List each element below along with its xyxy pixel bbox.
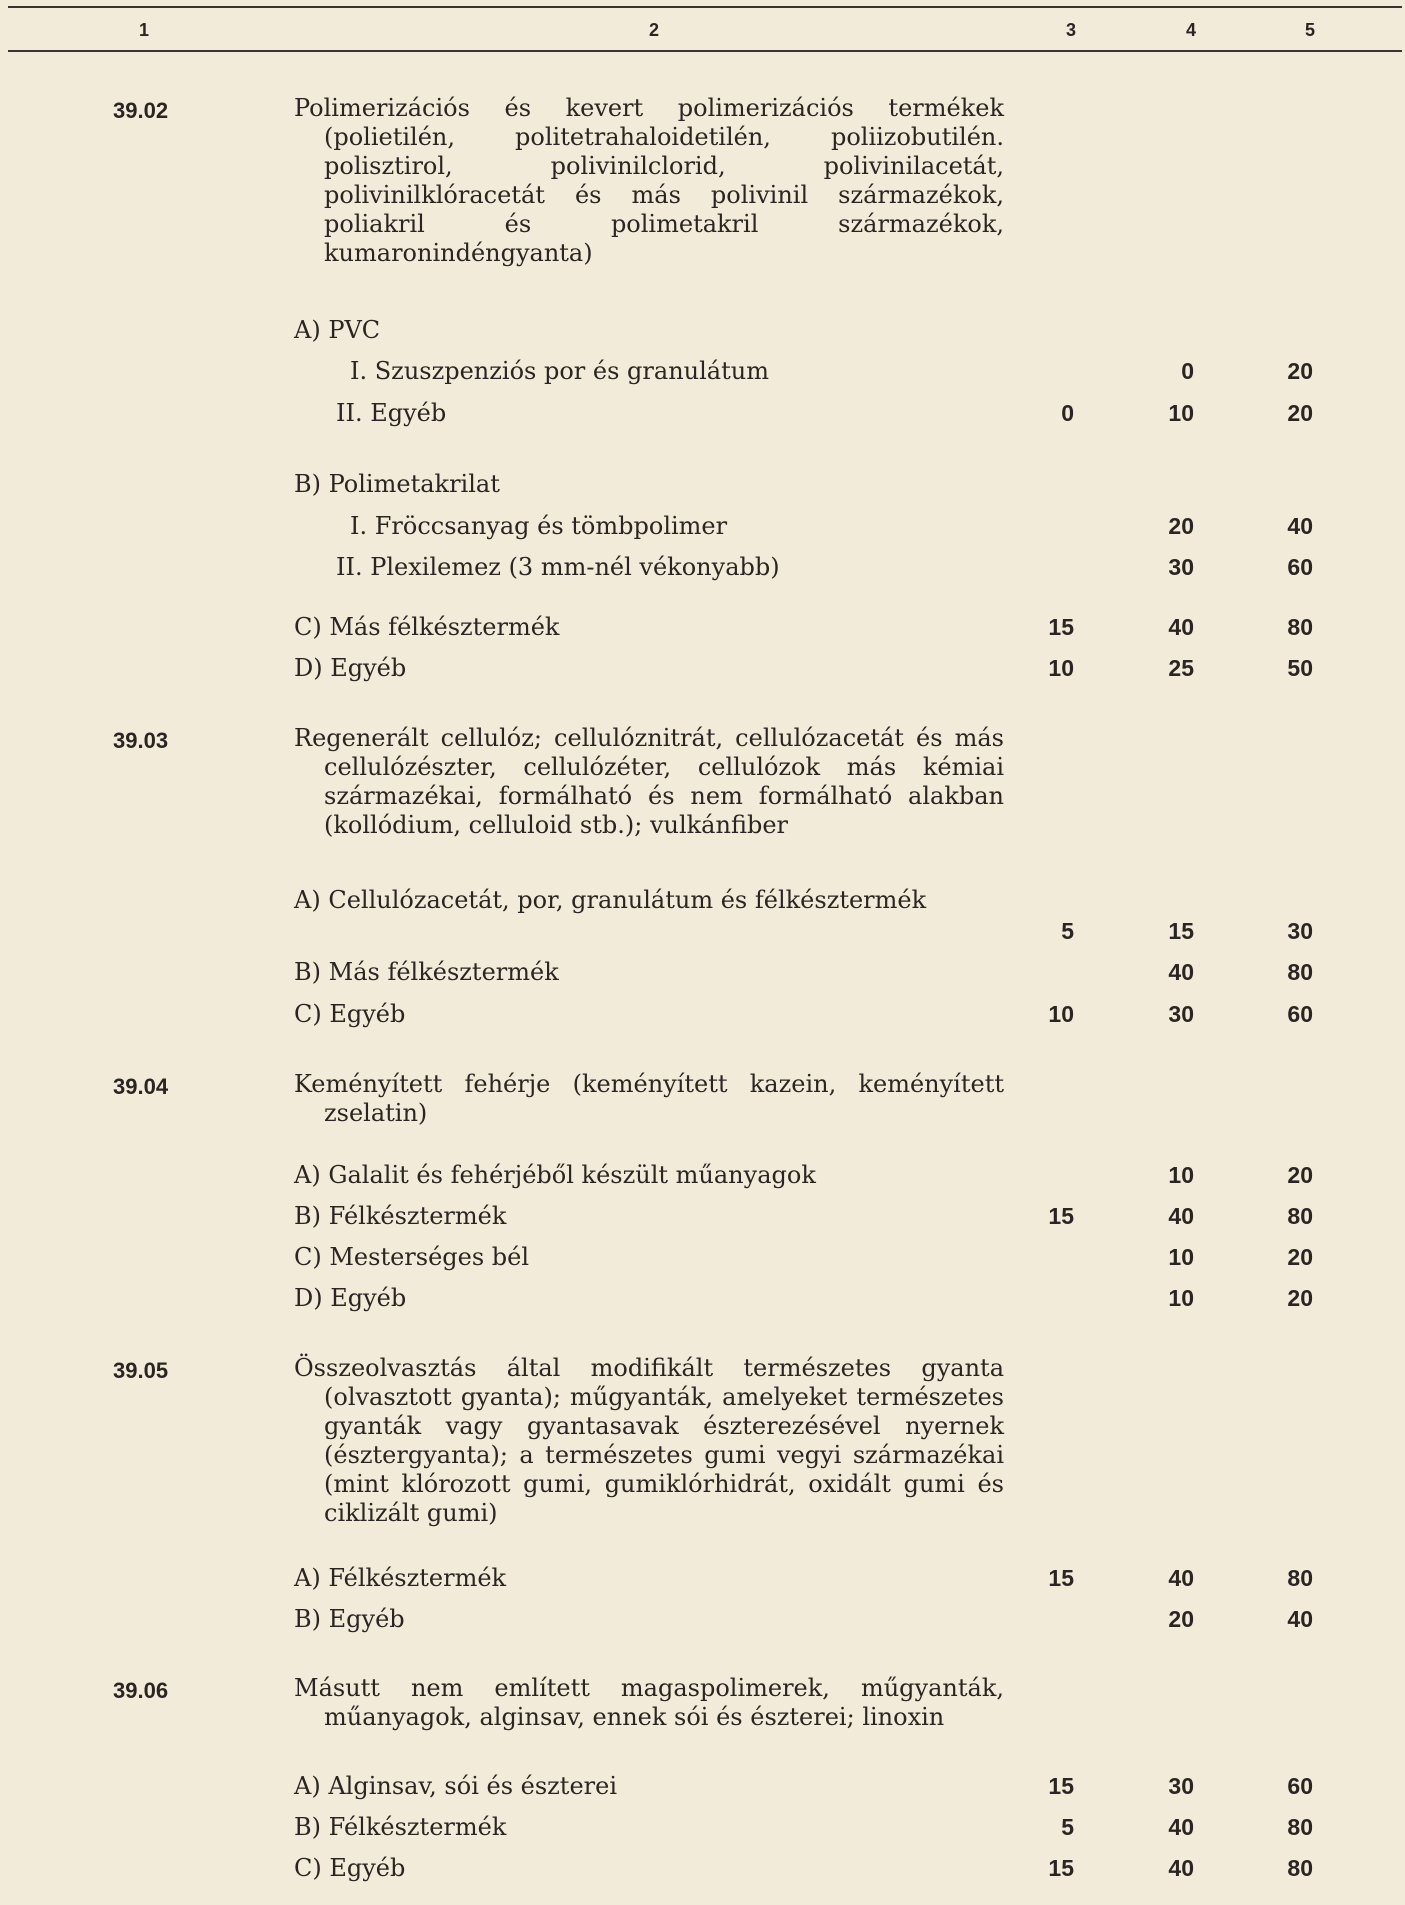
column-header-2: 2 [648,20,659,40]
tariff-code: 39.02 [113,98,169,123]
rate-col5: 80 [1287,1203,1313,1229]
item-label: D) Egyéb [294,654,407,682]
column-header-4: 4 [1185,20,1196,40]
rate-col4: 15 [1168,918,1194,944]
rate-col3: 15 [1048,1855,1074,1881]
item-label: B) Egyéb [294,1605,405,1633]
rate-col5: 20 [1287,400,1313,426]
item-label: II. Egyéb [336,399,447,427]
item-label: C) Mesterséges bél [294,1243,530,1271]
rate-col5: 60 [1287,1001,1313,1027]
item-label: A) Félkésztermék [294,1564,507,1592]
rate-col4: 40 [1168,1814,1194,1840]
rate-col5: 20 [1287,1244,1313,1270]
section-title: Polimerizációs és kevert polimerizációs termékek (polietilén, politetrahaloidetilén, poliizobutilén. polisztirol, polivinilclorid, polivinilacetát, polivinilklóracetát és más polivinil származékok, poliakril és polimetakril származékok, kumaronindéngyanta) [294,94,1004,267]
rate-col3: 0 [1061,400,1074,426]
rate-col3: 5 [1061,918,1074,944]
rate-col3: 10 [1048,655,1074,681]
tariff-code: 39.05 [113,1358,169,1383]
rate-col4: 25 [1168,655,1194,681]
rate-col5: 20 [1287,358,1313,384]
rate-col5: 80 [1287,959,1313,985]
rate-col5: 80 [1287,1855,1313,1881]
item-label: B) Félkésztermék [294,1202,507,1230]
rate-col5: 60 [1287,554,1313,580]
rate-col4: 40 [1168,1855,1194,1881]
rate-col5: 80 [1287,1814,1313,1840]
rate-col4: 10 [1168,1285,1194,1311]
rate-col5: 60 [1287,1773,1313,1799]
rate-col4: 40 [1168,1565,1194,1591]
rate-col4: 10 [1168,400,1194,426]
rate-col4: 10 [1168,1162,1194,1188]
rate-col5: 80 [1287,1565,1313,1591]
item-label: C) Egyéb [294,1000,406,1028]
rate-col3: 15 [1048,1203,1074,1229]
subheading: B) Polimetakrilat [294,470,500,498]
item-label: A) Alginsav, sói és észterei [294,1772,618,1800]
subheading: A) PVC [294,316,381,344]
column-header-3: 3 [1065,20,1076,40]
top-rule [8,6,1402,8]
column-header-5: 5 [1304,20,1315,40]
rate-col3: 10 [1048,1001,1074,1027]
item-label: C) Egyéb [294,1854,406,1882]
rate-col4: 30 [1168,1001,1194,1027]
section-title: Regenerált cellulóz; cellulóznitrát, cellulózacetát és más cellulózészter, cellulózéter, cellulózok más kémiai származékai, formálható és nem formálható alakban (kollódium, celluloid stb.); vulkánfiber [294,724,1004,839]
rate-col5: 20 [1287,1162,1313,1188]
rate-col3: 15 [1048,1773,1074,1799]
item-label: II. Plexilemez (3 mm-nél vékonyabb) [336,553,780,581]
item-label: C) Más félkésztermék [294,613,560,641]
rate-col3: 5 [1061,1814,1074,1840]
header-rule [8,50,1402,52]
rate-col5: 80 [1287,614,1313,640]
rate-col4: 30 [1168,1773,1194,1799]
tariff-code: 39.04 [113,1074,169,1099]
section-title: Keményített fehérje (keményített kazein, keményített zselatin) [294,1070,1004,1127]
item-label: B) Félkésztermék [294,1813,507,1841]
rate-col4: 40 [1168,1203,1194,1229]
section-title: Másutt nem említett magaspolimerek, műgyanták, műanyagok, alginsav, ennek sói és észterei; linoxin [294,1674,1004,1731]
rate-col4: 10 [1168,1244,1194,1270]
item-label: B) Más félkésztermék [294,958,559,986]
rate-col4: 40 [1168,614,1194,640]
item-label: I. Szuszpenziós por és granulátum [350,357,769,385]
rate-col3: 15 [1048,614,1074,640]
rate-col5: 30 [1287,918,1313,944]
rate-col5: 40 [1287,1606,1313,1632]
rate-col3: 15 [1048,1565,1074,1591]
rate-col4: 30 [1168,554,1194,580]
item-label: D) Egyéb [294,1284,407,1312]
column-header-1: 1 [138,20,149,40]
tariff-code: 39.03 [113,728,169,753]
item-label: I. Fröccsanyag és tömbpolimer [350,512,728,540]
rate-col5: 50 [1287,655,1313,681]
rate-col4: 20 [1168,513,1194,539]
rate-col4: 20 [1168,1606,1194,1632]
rate-col5: 40 [1287,513,1313,539]
item-label: A) Galalit és fehérjéből készült műanyagok [294,1161,816,1189]
rate-col4: 0 [1181,358,1194,384]
item-label: A) Cellulózacetát, por, granulátum és félkésztermék [294,886,927,914]
section-title: Összeolvasztás által modifikált természetes gyanta (olvasztott gyanta); műgyanták, amelyeket természetes gyanták vagy gyantasavak észterezésével nyernek (észtergyanta); a természetes gumi vegyi származékai (mint klórozott gumi, gumiklórhidrát, oxidált gumi és ciklizált gumi) [294,1354,1004,1527]
tariff-code: 39.06 [113,1678,169,1703]
rate-col5: 20 [1287,1285,1313,1311]
rate-col4: 40 [1168,959,1194,985]
